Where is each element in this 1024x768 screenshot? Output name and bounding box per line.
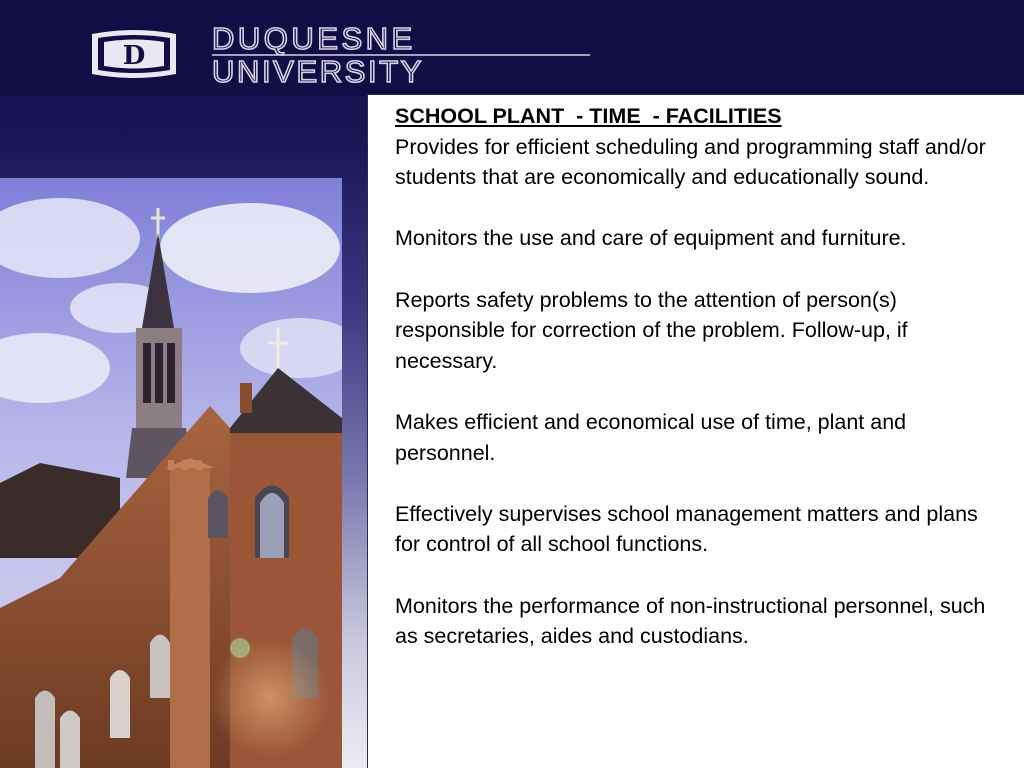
paragraph-safety: Reports safety problems to the attention of person(s) responsible for correction of the problem. Follow-up, if necessary. <box>395 287 908 373</box>
wordmark-line2: UNIVERSITY <box>212 54 425 84</box>
paragraph-personnel: Monitors the performance of non-instructional personnel, such as secretaries, aides and custodians. <box>395 593 986 649</box>
paragraph-scheduling: Provides for efficient scheduling and programming staff and/or students that are economically and educationally sound. <box>395 134 986 190</box>
university-wordmark <box>212 22 592 84</box>
logo-letter: D <box>122 41 146 71</box>
paragraph-equipment: Monitors the use and care of equipment and furniture. <box>395 226 907 251</box>
church-photo <box>0 178 342 768</box>
slide-heading: SCHOOL PLANT - TIME - FACILITIES <box>395 104 782 128</box>
paragraph-supervision: Effectively supervises school management matters and plans for control of all school functions. <box>395 501 978 557</box>
paragraph-efficiency: Makes efficient and economical use of time, plant and personnel. <box>395 409 907 465</box>
content-text <box>395 101 1005 682</box>
university-logo-icon <box>86 28 182 80</box>
wordmark-line1: DUQUESNE <box>212 22 416 56</box>
